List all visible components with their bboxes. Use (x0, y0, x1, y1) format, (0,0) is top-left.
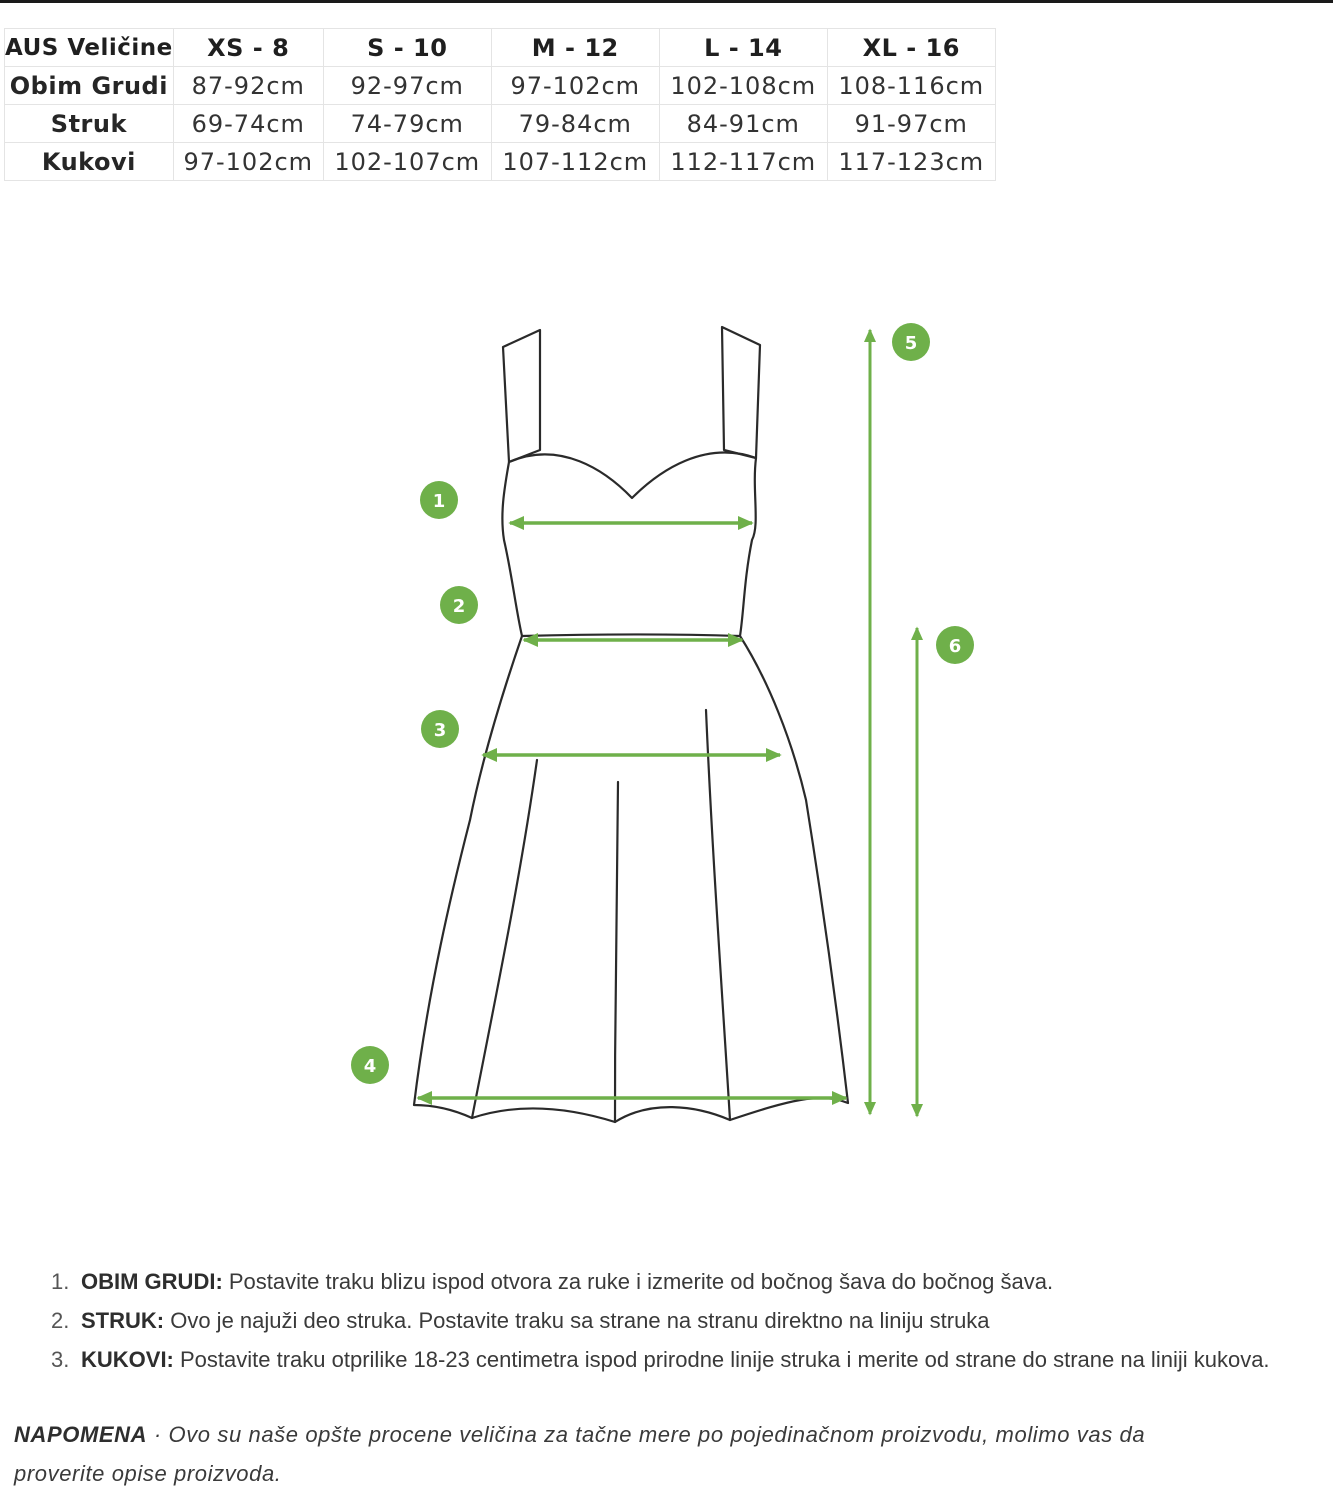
size-header-s: S - 10 (323, 29, 491, 67)
table-cell: 79-84cm (491, 105, 659, 143)
dress-body (414, 453, 848, 1122)
size-system-label: AUS Veličine (5, 29, 174, 67)
row-label-waist: Struk (5, 105, 174, 143)
table-cell: 102-107cm (323, 143, 491, 181)
marker-5 (892, 323, 930, 361)
left-strap (503, 330, 540, 462)
instruction-bust (51, 1262, 1333, 1301)
marker-6-label: 6 (948, 636, 962, 657)
sizing-note (14, 1415, 1214, 1493)
table-cell: 102-108cm (659, 67, 827, 105)
size-header-xl: XL - 16 (827, 29, 995, 67)
table-cell: 91-97cm (827, 105, 995, 143)
instruction-number: 2. (51, 1308, 70, 1333)
table-cell: 97-102cm (491, 67, 659, 105)
instruction-text: Postavite traku blizu ispod otvora za ruke i izmerite od bočnog šava do bočnog šava. (222, 1269, 1054, 1294)
marker-2 (440, 586, 478, 624)
table-cell: 107-112cm (491, 143, 659, 181)
marker-3 (421, 710, 459, 748)
marker-2-label: 2 (452, 596, 466, 617)
row-label-hips: Kukovi (5, 143, 174, 181)
marker-4 (351, 1046, 389, 1084)
right-strap (722, 327, 760, 458)
measurement-instructions (40, 1262, 1333, 1379)
marker-4-label: 4 (363, 1056, 377, 1077)
instruction-hips (51, 1340, 1333, 1379)
marker-3-label: 3 (433, 720, 447, 741)
row-label-bust: Obim Grudi (5, 67, 174, 105)
instruction-number: 3. (51, 1347, 70, 1372)
waist-seam (522, 635, 740, 637)
instruction-number: 1. (51, 1269, 70, 1294)
table-cell: 108-116cm (827, 67, 995, 105)
dress-outline (414, 327, 848, 1122)
table-cell: 112-117cm (659, 143, 827, 181)
marker-1-label: 1 (432, 491, 446, 512)
marker-5-label: 5 (904, 333, 918, 354)
instruction-text: Postavite traku otprilike 18-23 centimetra ispod prirodne linije struka i merite od strane do strane na liniji kukova. (173, 1347, 1270, 1372)
skirt-fold-center (615, 782, 618, 1122)
size-header-l: L - 14 (659, 29, 827, 67)
note-label: NAPOMENA (14, 1422, 148, 1447)
instruction-waist (51, 1301, 1333, 1340)
table-cell: 84-91cm (659, 105, 827, 143)
table-cell: 117-123cm (827, 143, 995, 181)
table-cell: 69-74cm (173, 105, 323, 143)
marker-1 (420, 481, 458, 519)
instruction-term: STRUK: (81, 1308, 165, 1333)
table-cell: 87-92cm (173, 67, 323, 105)
table-cell: 92-97cm (323, 67, 491, 105)
instruction-text: Ovo je najuži deo struka. Postavite traku sa strane na stranu direktno na liniju struka (164, 1308, 990, 1333)
note-text: · Ovo su naše opšte procene veličina za tačne mere po pojedinačnom proizvodu, molimo vas da proverite opise proizvoda. (14, 1422, 1146, 1486)
skirt-fold-left (472, 760, 537, 1118)
instruction-term: OBIM GRUDI: (81, 1269, 223, 1294)
instruction-term: KUKOVI: (81, 1347, 174, 1372)
table-cell: 74-79cm (323, 105, 491, 143)
marker-6 (936, 626, 974, 664)
skirt-fold-right (706, 710, 730, 1120)
size-header-m: M - 12 (491, 29, 659, 67)
table-cell: 97-102cm (173, 143, 323, 181)
size-header-xs: XS - 8 (173, 29, 323, 67)
